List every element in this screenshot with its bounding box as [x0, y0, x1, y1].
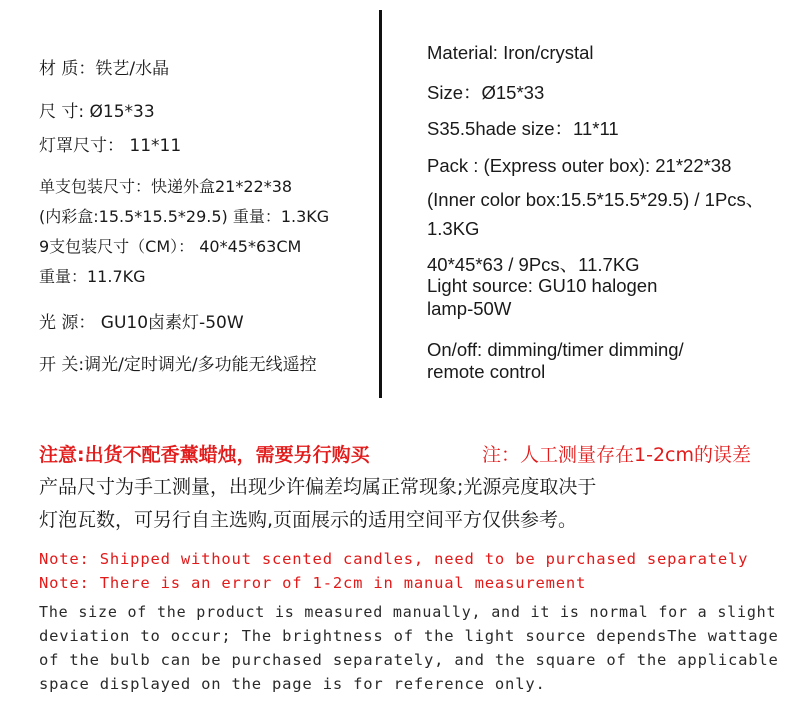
- en-notice-line3: of the bulb can be purchased separately, and the square of the applicable: [39, 651, 779, 669]
- cn-pack-inner: (内彩盒:15.5*15.5*29.5) 重量：1.3KG: [39, 207, 330, 226]
- cn-material: 材 质：铁艺/水晶: [39, 59, 170, 79]
- en-notice-candles: Note: Shipped without scented candles, need to be purchased separately: [39, 550, 749, 568]
- cn-notice-line1: 产品尺寸为手工测量，出现少许偏差均属正常现象;光源亮度取决于: [39, 476, 597, 498]
- en-pack-line4: 40*45*63 / 9Pcs、11.7KG: [427, 254, 640, 275]
- en-onoff-line1: On/off: dimming/timer dimming/: [427, 339, 684, 360]
- en-size: Size：Ø15*33: [427, 82, 545, 103]
- en-pack-line2: (Inner color box:15.5*15.5*29.5) / 1Pcs、: [427, 189, 765, 210]
- cn-notice-line2: 灯泡瓦数，可另行自主选购,页面展示的适用空间平方仅供参考。: [39, 509, 578, 531]
- cn-shade-size: 灯罩尺寸： 11*11: [39, 136, 182, 156]
- en-notice-error: Note: There is an error of 1-2cm in manual measurement: [39, 574, 587, 592]
- cn-notice-error: 注：人工测量存在1-2cm的误差: [482, 444, 751, 466]
- en-light-line1: Light source: GU10 halogen: [427, 275, 658, 296]
- cn-size: 尺 寸: Ø15*33: [39, 102, 155, 122]
- cn-notice-candles: 注意:出货不配香薰蜡烛，需要另行购买: [39, 444, 370, 466]
- en-material: Material: Iron/crystal: [427, 42, 594, 63]
- en-pack-line1: Pack : (Express outer box): 21*22*38: [427, 155, 732, 176]
- cn-light-source: 光 源： GU10卤素灯-50W: [39, 313, 244, 333]
- column-divider: [379, 10, 382, 398]
- en-notice-line1: The size of the product is measured manually, and it is normal for a slight: [39, 603, 777, 621]
- en-shade-size: S35.5hade size：11*11: [427, 118, 619, 139]
- cn-pack-weight: 重量：11.7KG: [39, 267, 146, 286]
- en-notice-line4: space displayed on the page is for reference only.: [39, 675, 546, 693]
- cn-pack-single: 单支包装尺寸：快递外盒21*22*38: [39, 177, 293, 196]
- cn-pack-nine: 9支包装尺寸（CM）： 40*45*63CM: [39, 237, 302, 256]
- cn-switch: 开 关:调光/定时调光/多功能无线遥控: [39, 355, 317, 375]
- en-light-line2: lamp-50W: [427, 298, 512, 319]
- en-notice-line2: deviation to occur; The brightness of the light source dependsThe wattage: [39, 627, 779, 645]
- en-pack-line3: 1.3KG: [427, 218, 480, 239]
- en-onoff-line2: remote control: [427, 361, 546, 382]
